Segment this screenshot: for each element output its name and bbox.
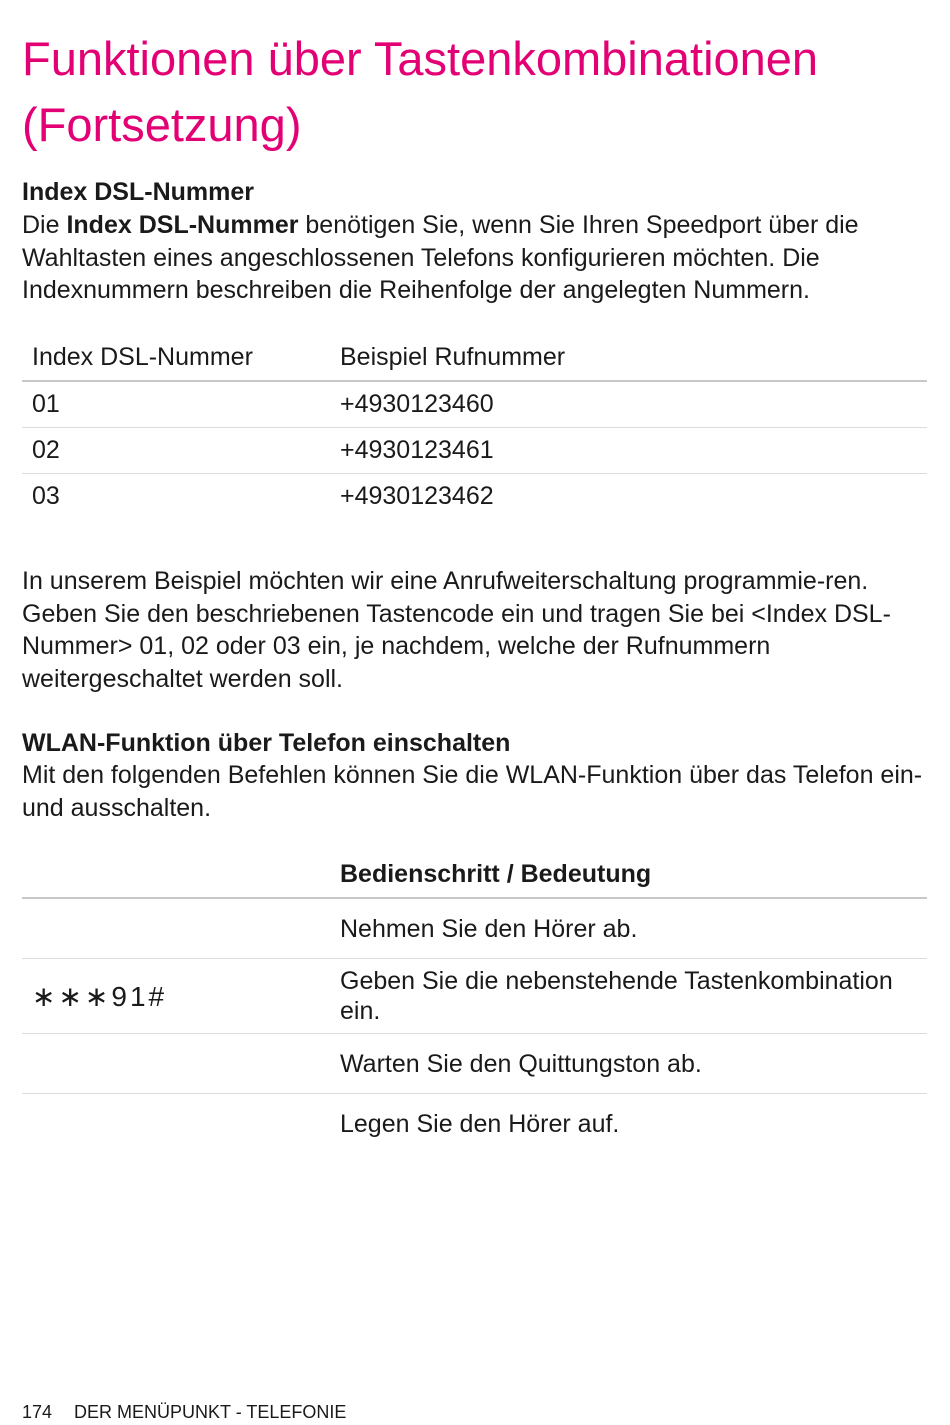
phone-number-cell: +4930123461	[340, 428, 927, 474]
step-text: Legen Sie den Hörer auf.	[340, 1109, 620, 1138]
page-footer	[22, 1401, 346, 1423]
index-section-intro: Die Index DSL-Nummer benötigen Sie, wenn Sie Ihren Speedport über die Wahltasten eines angeschlossenen Telefons konfigurieren möchten. Die Indexnummern beschreiben die Reihenfolge der angelegten Nummern.	[22, 211, 859, 304]
index-cell: 02	[22, 428, 340, 474]
table-row	[22, 428, 927, 474]
wlan-section-heading: WLAN-Funktion über Telefon einschalten	[22, 729, 511, 757]
step-text: Geben Sie die nebenstehende Tastenkombination ein.	[340, 959, 927, 1034]
index-header-col1: Index DSL-Nummer	[22, 334, 340, 381]
step-text: Nehmen Sie den Hörer ab.	[340, 898, 927, 959]
example-paragraph: In unserem Beispiel möchten wir eine Anrufweiterschaltung programmie-ren. Geben Sie den beschriebenen Tastencode ein und tragen Sie bei <Index DSL-Nummer> 01, 02 oder 03 ein, je nachdem, welche der Rufnummern weitergeschaltet werden soll.	[22, 567, 891, 693]
wlan-section-intro: Mit den folgenden Befehlen können Sie die WLAN-Funktion über das Telefon ein- und ausschalten.	[22, 761, 923, 822]
index-cell: 03	[32, 482, 60, 510]
index-term-bold: Index DSL-Nummer	[66, 211, 299, 239]
page-title: Funktionen über Tastenkombinationen (Fortsetzung)	[22, 32, 819, 151]
index-table	[22, 334, 927, 519]
index-table-header	[22, 334, 927, 381]
index-section-heading: Index DSL-Nummer	[22, 178, 254, 206]
table-row	[22, 474, 927, 520]
phone-number-cell: +4930123462	[340, 482, 494, 510]
chapter-label: DER MENÜPUNKT - TELEFONIE	[74, 1402, 347, 1422]
phone-number-cell: +4930123460	[340, 381, 927, 428]
wlan-steps-table	[22, 851, 927, 1153]
table-row	[22, 1034, 927, 1094]
table-row	[22, 959, 927, 1034]
table-row	[22, 898, 927, 959]
table-row	[22, 1094, 927, 1154]
table-row	[22, 381, 927, 428]
key-combination-code: ∗∗∗91#	[22, 959, 340, 1034]
index-header-col2: Beispiel Rufnummer	[340, 334, 927, 381]
steps-header-col1	[22, 851, 340, 898]
steps-header-col2: Bedienschritt / Bedeutung	[340, 851, 927, 898]
steps-table-header	[22, 851, 927, 898]
page-number: 174	[22, 1402, 53, 1422]
step-text: Warten Sie den Quittungston ab.	[340, 1034, 927, 1094]
index-cell: 01	[22, 381, 340, 428]
